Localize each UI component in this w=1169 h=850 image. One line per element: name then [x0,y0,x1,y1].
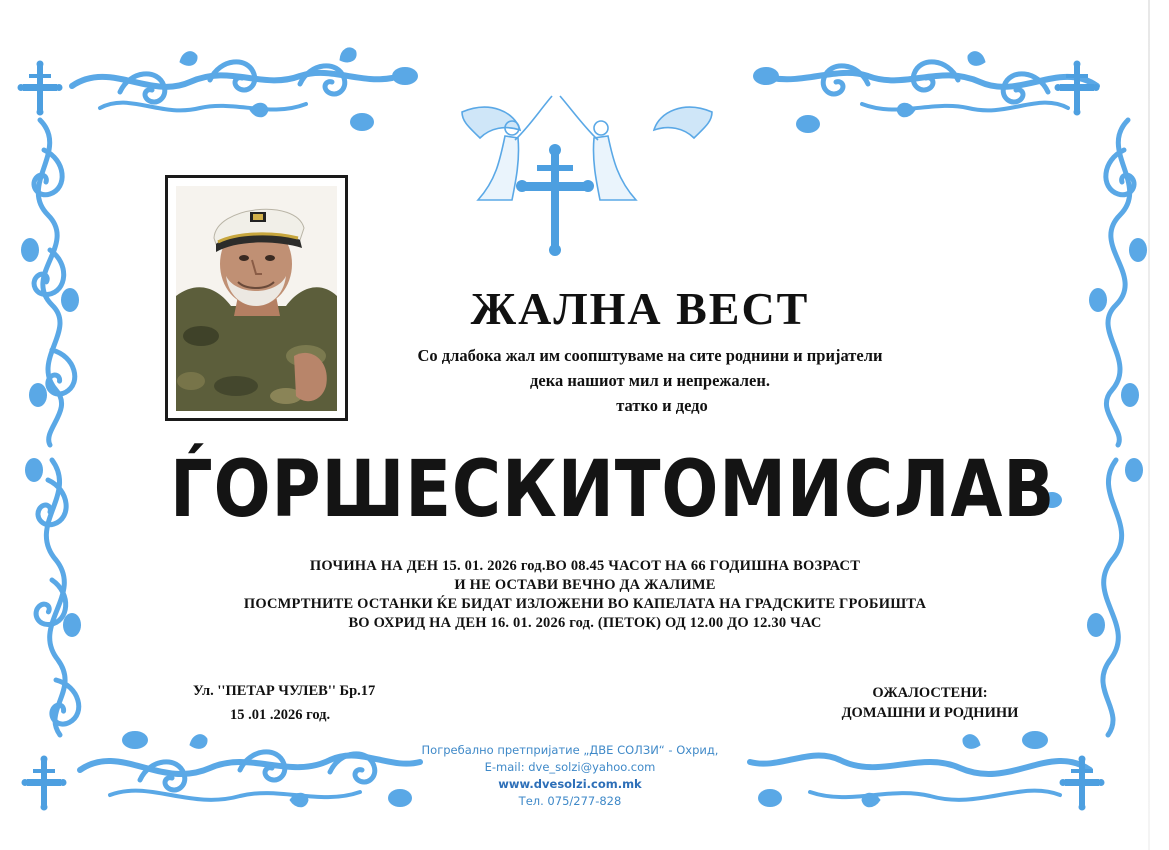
notice-date: 15 .01 .2026 год. [230,707,331,723]
orthodox-cross-icon [516,144,594,256]
company-phone: Тел. 075/277-828 [518,794,622,808]
deceased-name [170,440,1056,540]
deceased-given-name: ТОМИСЛАВ [614,445,1056,535]
deceased-surname: ЃОРШЕСКИ [170,445,615,535]
intro-line-1: Со длабока жал им соопштуваме на сите роднини и пријатели [417,346,883,365]
company-website: www.dvesolzi.com.mk [498,777,642,791]
details-line: ВО ОХРИД НА ДЕН 16. 01. 2026 год. (ПЕТОК) ОД 12.00 ДО 12.30 ЧАС [348,615,822,631]
funeral-details [180,557,990,633]
mourners-title: ОЖАЛОСТЕНИ: [872,685,988,701]
intro-line-2: дека нашиот мил и непрежален. [530,371,770,390]
home-address: Ул. ''ПЕТАР ЧУЛЕВ'' Бр.17 [193,683,376,699]
details-line: И НЕ ОСТАВИ ВЕЧНО ДА ЖАЛИМЕ [454,577,716,593]
details-line: ПОСМРТНИТЕ ОСТАНКИ ЌЕ БИДАТ ИЗЛОЖЕНИ ВО КАПЕЛАТА НА ГРАДСКИТЕ ГРОБИШТА [243,596,927,612]
company-name: Погребално претпријатие „ДВЕ СОЛЗИ“ - Охрид, [421,743,719,757]
intro-line-3: татко и дедо [616,396,708,415]
mourners-block [800,683,1060,723]
notice-heading: ЖАЛНА ВЕСТ [470,283,810,334]
company-email: E-mail: dve_solzi@yahoo.com [484,760,656,774]
funeral-company-info [360,742,780,810]
mourners-names: ДОМАШНИ И РОДНИНИ [841,705,1019,721]
details-line: ПОЧИНА НА ДЕН 15. 01. 2026 год.ВО 08.45 ЧАСОТ НА 66 ГОДИШНА ВОЗРАСТ [309,558,861,574]
